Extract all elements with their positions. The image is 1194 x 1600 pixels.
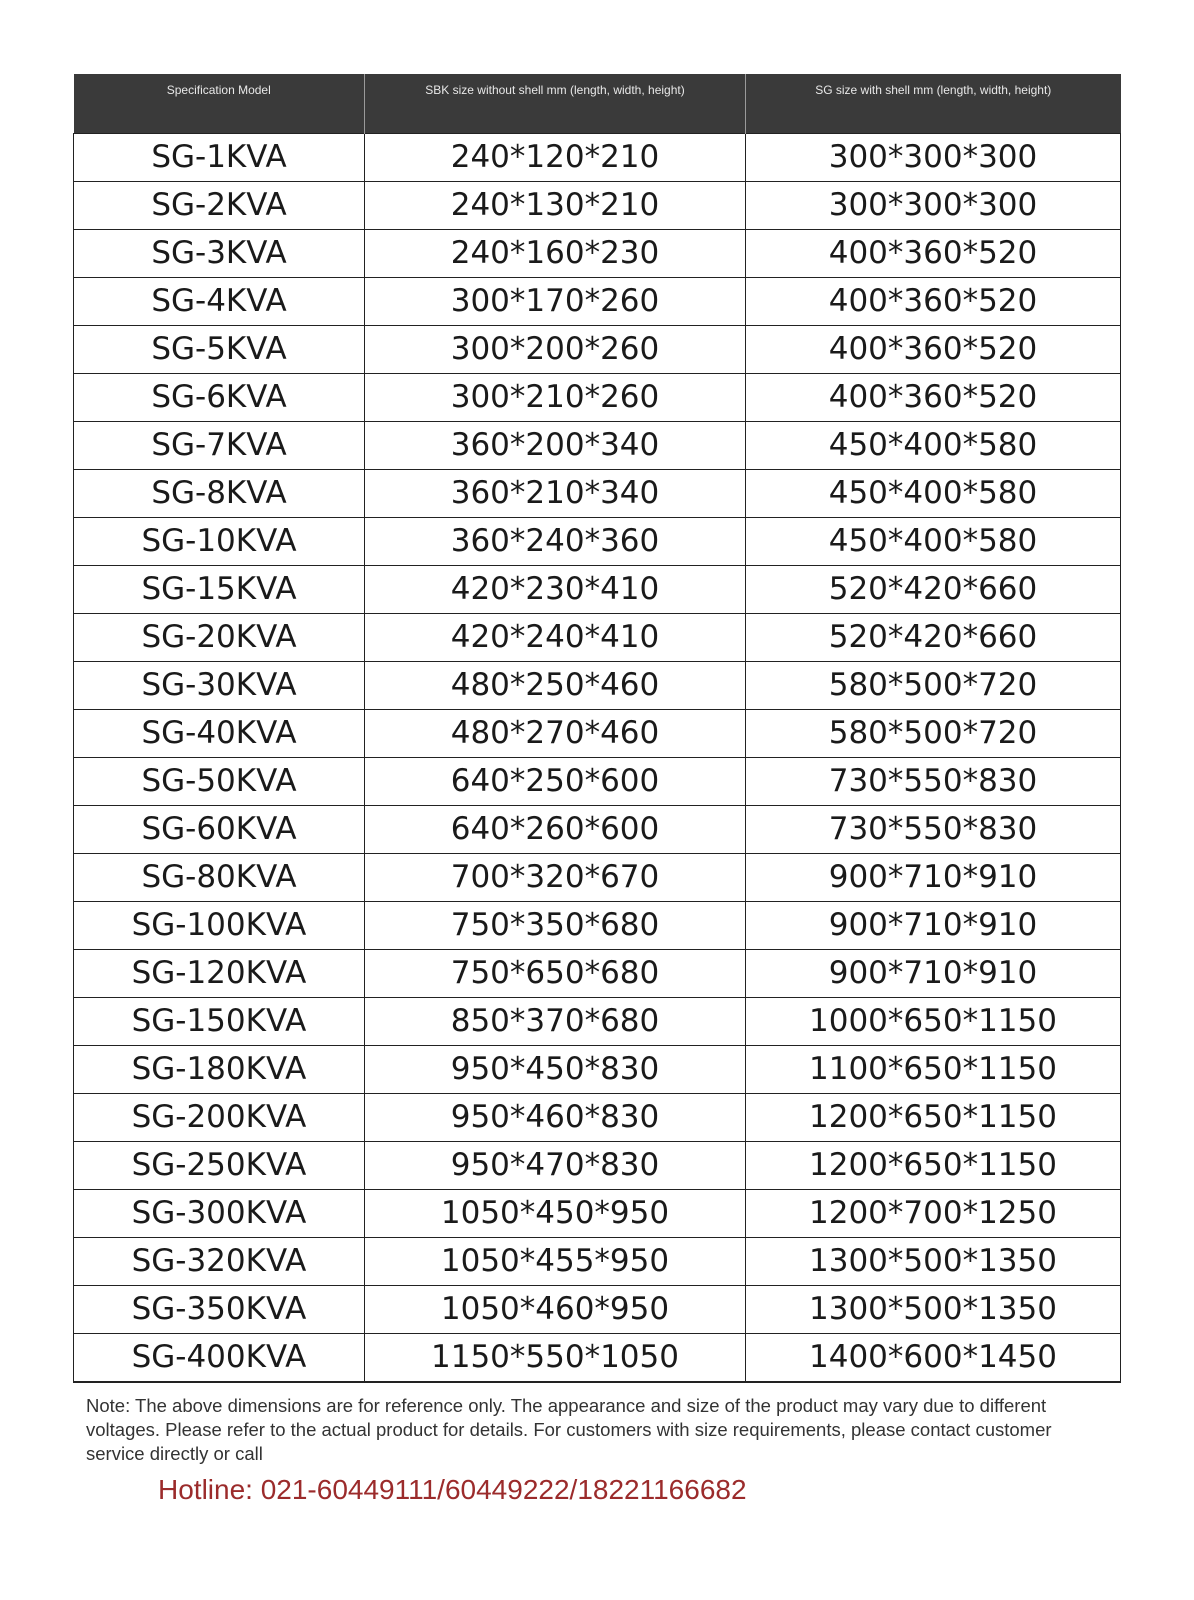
cell-size-with-shell: 1400*600*1450	[746, 1334, 1121, 1383]
cell-model: SG-100KVA	[74, 902, 365, 950]
cell-size-without-shell: 360*240*360	[365, 518, 746, 566]
cell-size-with-shell: 520*420*660	[746, 614, 1121, 662]
cell-model: SG-40KVA	[74, 710, 365, 758]
table-row	[74, 1238, 1121, 1286]
cell-size-with-shell: 1300*500*1350	[746, 1286, 1121, 1334]
table-row	[74, 614, 1121, 662]
table-row	[74, 902, 1121, 950]
cell-model: SG-30KVA	[74, 662, 365, 710]
cell-size-without-shell: 950*470*830	[365, 1142, 746, 1190]
cell-model: SG-300KVA	[74, 1190, 365, 1238]
table-row	[74, 1286, 1121, 1334]
cell-size-with-shell: 900*710*910	[746, 854, 1121, 902]
table-row	[74, 998, 1121, 1046]
table-row	[74, 1142, 1121, 1190]
cell-size-without-shell: 1050*450*950	[365, 1190, 746, 1238]
cell-size-with-shell: 400*360*520	[746, 326, 1121, 374]
cell-model: SG-400KVA	[74, 1334, 365, 1383]
cell-model: SG-320KVA	[74, 1238, 365, 1286]
cell-size-without-shell: 420*240*410	[365, 614, 746, 662]
cell-size-without-shell: 240*130*210	[365, 182, 746, 230]
cell-size-with-shell: 1300*500*1350	[746, 1238, 1121, 1286]
cell-size-without-shell: 240*120*210	[365, 134, 746, 182]
cell-size-without-shell: 640*260*600	[365, 806, 746, 854]
cell-size-without-shell: 1050*455*950	[365, 1238, 746, 1286]
cell-size-with-shell: 1200*650*1150	[746, 1142, 1121, 1190]
cell-size-with-shell: 300*300*300	[746, 134, 1121, 182]
cell-size-with-shell: 580*500*720	[746, 710, 1121, 758]
table-row	[74, 710, 1121, 758]
table-row	[74, 134, 1121, 182]
hotline-text: Hotline: 021-60449111/60449222/18221166682	[158, 1474, 747, 1505]
cell-model: SG-250KVA	[74, 1142, 365, 1190]
cell-model: SG-60KVA	[74, 806, 365, 854]
cell-size-without-shell: 300*200*260	[365, 326, 746, 374]
cell-size-without-shell: 750*650*680	[365, 950, 746, 998]
table-row	[74, 374, 1121, 422]
cell-size-with-shell: 730*550*830	[746, 806, 1121, 854]
cell-size-with-shell: 450*400*580	[746, 470, 1121, 518]
cell-size-without-shell: 480*250*460	[365, 662, 746, 710]
cell-size-with-shell: 300*300*300	[746, 182, 1121, 230]
cell-size-with-shell: 450*400*580	[746, 422, 1121, 470]
cell-size-with-shell: 730*550*830	[746, 758, 1121, 806]
table-row	[74, 758, 1121, 806]
cell-size-without-shell: 360*200*340	[365, 422, 746, 470]
cell-size-with-shell: 900*710*910	[746, 902, 1121, 950]
cell-model: SG-120KVA	[74, 950, 365, 998]
cell-size-with-shell: 1100*650*1150	[746, 1046, 1121, 1094]
cell-model: SG-4KVA	[74, 278, 365, 326]
cell-size-without-shell: 480*270*460	[365, 710, 746, 758]
header-row	[74, 74, 1121, 134]
cell-model: SG-15KVA	[74, 566, 365, 614]
cell-size-without-shell: 1050*460*950	[365, 1286, 746, 1334]
cell-model: SG-7KVA	[74, 422, 365, 470]
cell-size-without-shell: 360*210*340	[365, 470, 746, 518]
cell-size-with-shell: 900*710*910	[746, 950, 1121, 998]
cell-model: SG-150KVA	[74, 998, 365, 1046]
cell-size-without-shell: 420*230*410	[365, 566, 746, 614]
note-text: Note: The above dimensions are for reference only. The appearance and size of the product may vary due to different voltages. Please refer to the actual product for details. For customers with size requirements, please contact customer service directly or call	[86, 1395, 1052, 1464]
cell-size-with-shell: 400*360*520	[746, 374, 1121, 422]
cell-size-without-shell: 300*170*260	[365, 278, 746, 326]
cell-size-with-shell: 1200*700*1250	[746, 1190, 1121, 1238]
table-row	[74, 470, 1121, 518]
cell-model: SG-10KVA	[74, 518, 365, 566]
cell-size-with-shell: 400*360*520	[746, 230, 1121, 278]
cell-size-without-shell: 750*350*680	[365, 902, 746, 950]
cell-size-with-shell: 400*360*520	[746, 278, 1121, 326]
cell-model: SG-20KVA	[74, 614, 365, 662]
cell-size-with-shell: 580*500*720	[746, 662, 1121, 710]
cell-model: SG-8KVA	[74, 470, 365, 518]
cell-size-without-shell: 950*460*830	[365, 1094, 746, 1142]
cell-size-with-shell: 1200*650*1150	[746, 1094, 1121, 1142]
table-row	[74, 230, 1121, 278]
cell-size-without-shell: 950*450*830	[365, 1046, 746, 1094]
table-row	[74, 1190, 1121, 1238]
cell-size-with-shell: 450*400*580	[746, 518, 1121, 566]
table-row	[74, 182, 1121, 230]
table-row	[74, 422, 1121, 470]
table-row	[74, 662, 1121, 710]
cell-model: SG-1KVA	[74, 134, 365, 182]
cell-model: SG-80KVA	[74, 854, 365, 902]
table-row	[74, 1046, 1121, 1094]
header-size-without-shell: SBK size without shell mm (length, width, height)	[365, 74, 746, 134]
table-row	[74, 326, 1121, 374]
table-row	[74, 566, 1121, 614]
cell-model: SG-50KVA	[74, 758, 365, 806]
cell-size-without-shell: 640*250*600	[365, 758, 746, 806]
cell-size-with-shell: 520*420*660	[746, 566, 1121, 614]
cell-size-without-shell: 300*210*260	[365, 374, 746, 422]
table-row	[74, 518, 1121, 566]
table-row	[74, 806, 1121, 854]
cell-size-with-shell: 1000*650*1150	[746, 998, 1121, 1046]
cell-size-without-shell: 1150*550*1050	[365, 1334, 746, 1383]
cell-size-without-shell: 850*370*680	[365, 998, 746, 1046]
table-body	[74, 134, 1121, 1383]
table-header	[74, 74, 1121, 134]
header-model: Specification Model	[74, 74, 365, 134]
table-row	[74, 1334, 1121, 1383]
cell-model: SG-3KVA	[74, 230, 365, 278]
cell-size-without-shell: 240*160*230	[365, 230, 746, 278]
spec-table	[73, 74, 1121, 1383]
header-size-with-shell: SG size with shell mm (length, width, height)	[746, 74, 1121, 134]
cell-size-without-shell: 700*320*670	[365, 854, 746, 902]
cell-model: SG-180KVA	[74, 1046, 365, 1094]
table-row	[74, 854, 1121, 902]
cell-model: SG-200KVA	[74, 1094, 365, 1142]
cell-model: SG-350KVA	[74, 1286, 365, 1334]
table-row	[74, 950, 1121, 998]
cell-model: SG-2KVA	[74, 182, 365, 230]
table-row	[74, 278, 1121, 326]
table-row	[74, 1094, 1121, 1142]
cell-model: SG-5KVA	[74, 326, 365, 374]
cell-model: SG-6KVA	[74, 374, 365, 422]
